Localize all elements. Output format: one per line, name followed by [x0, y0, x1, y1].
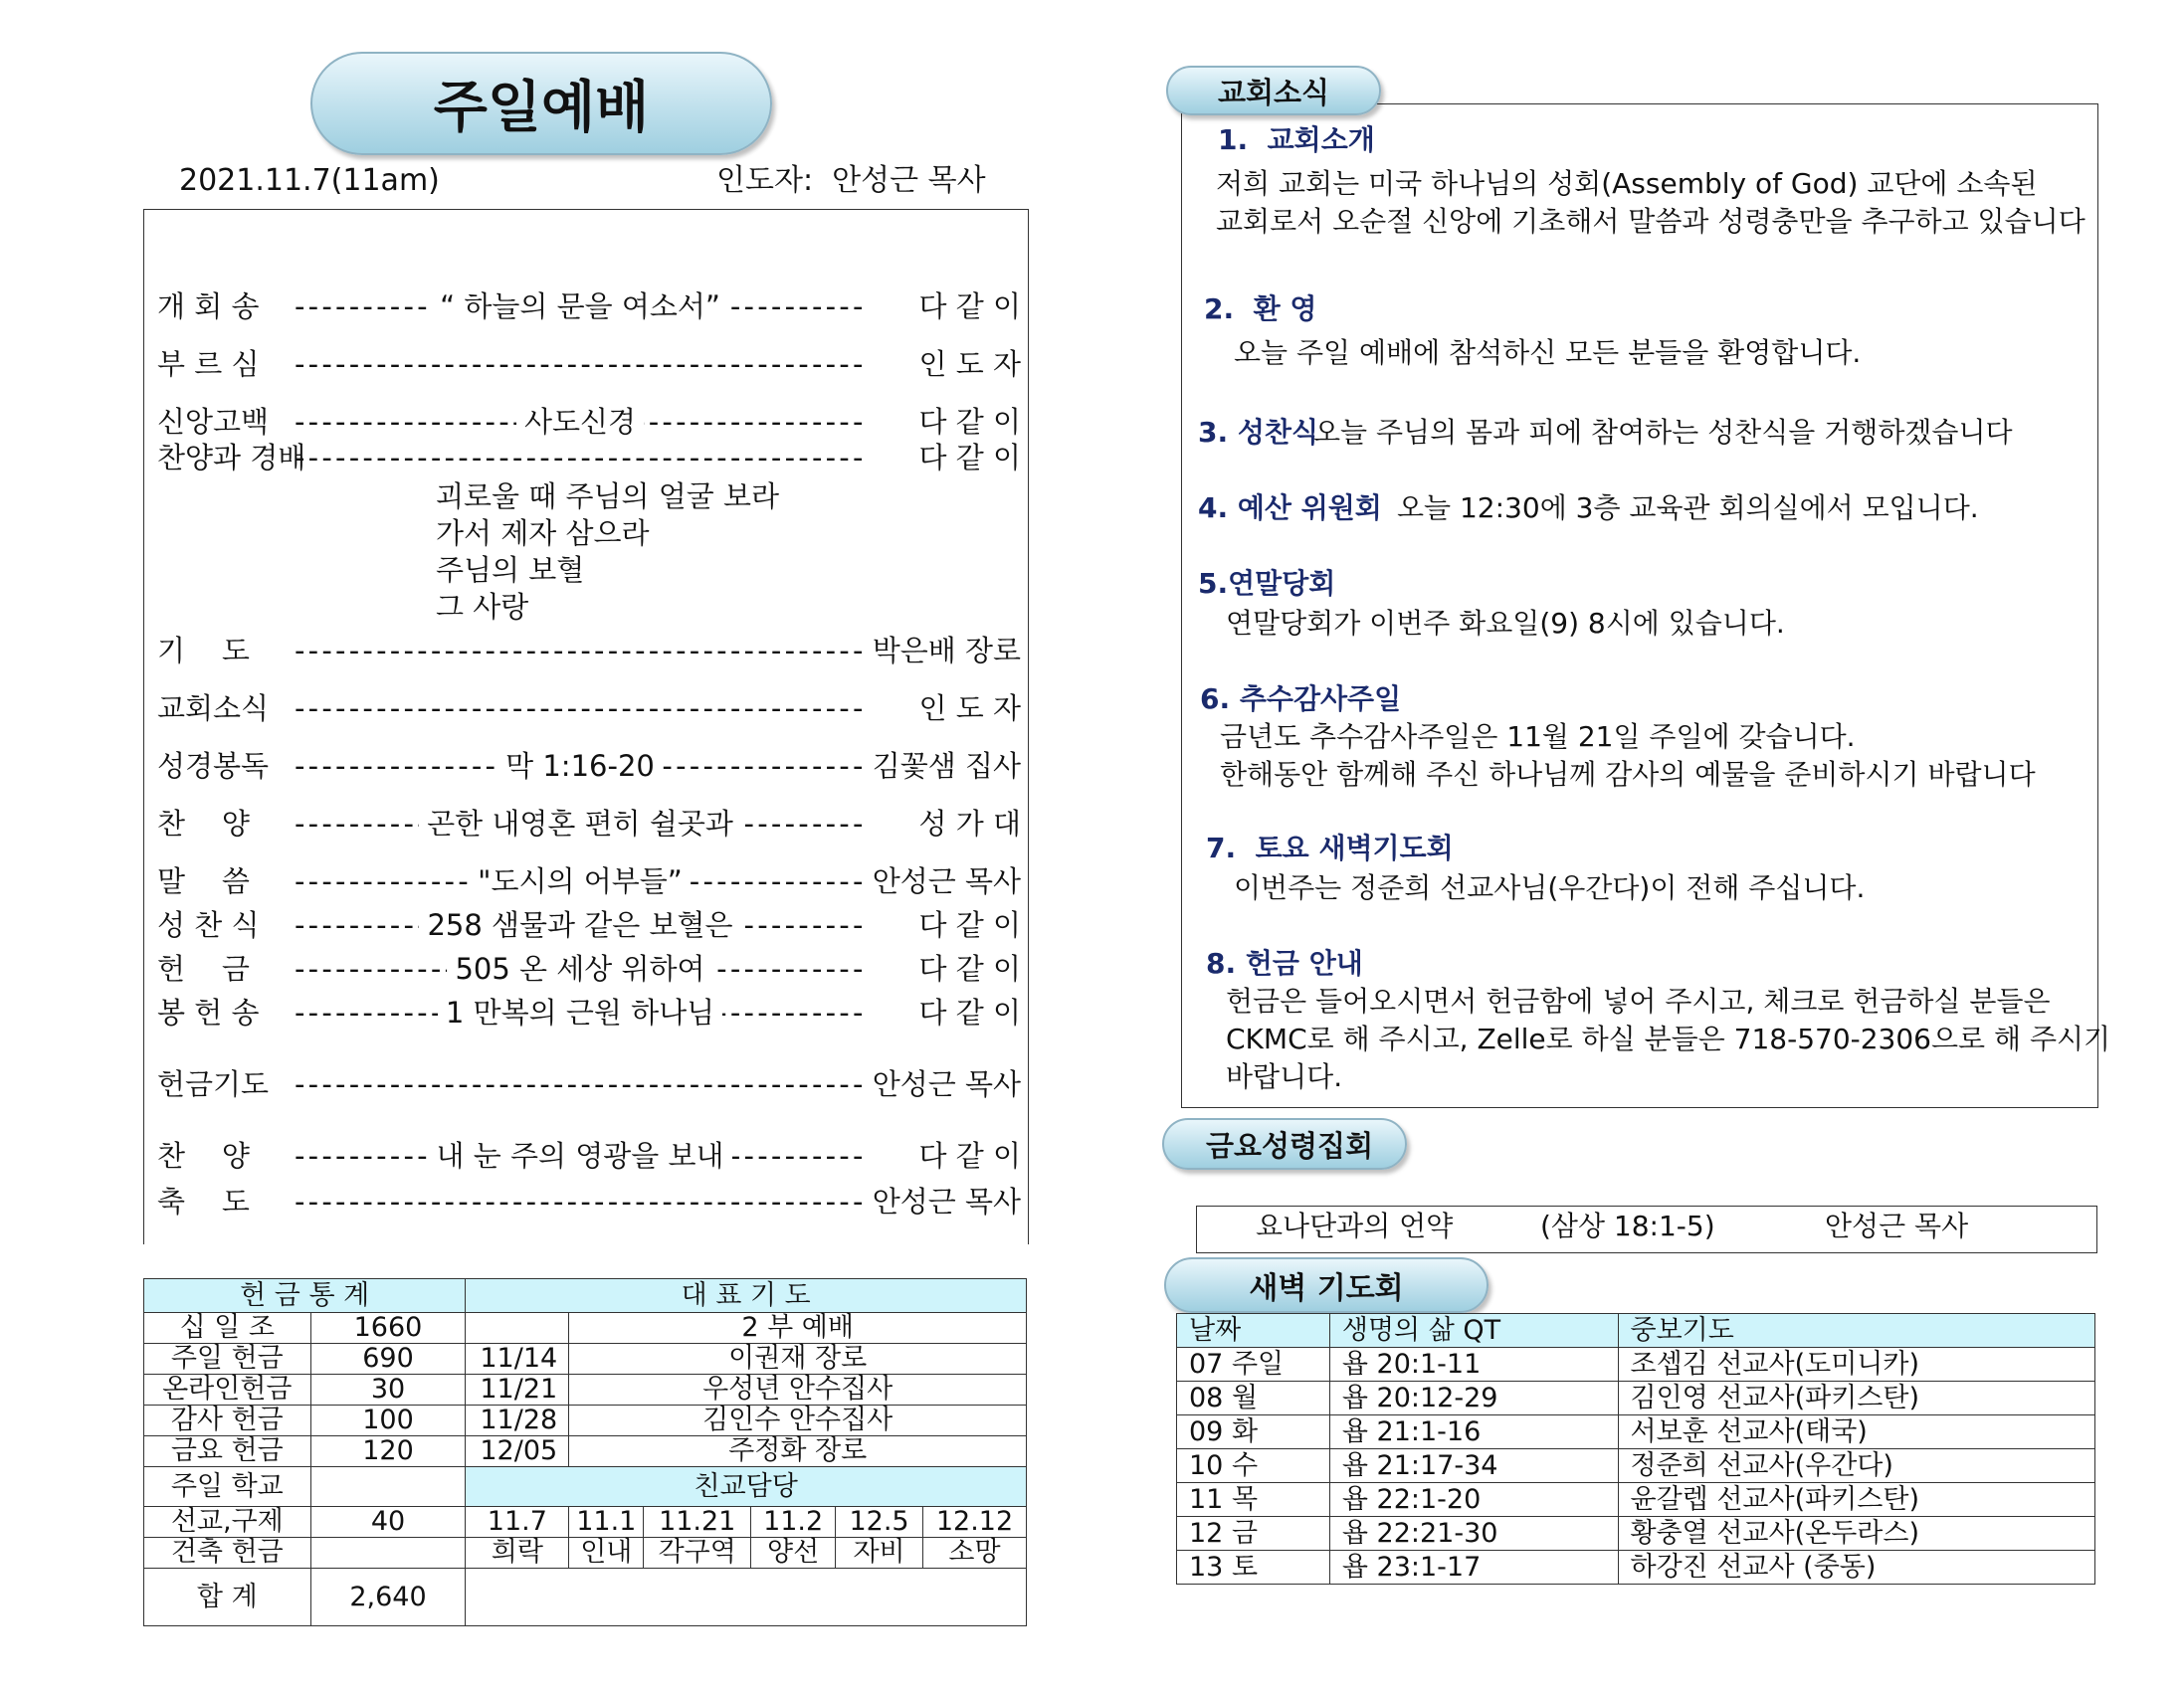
offering-prayer-table	[143, 1278, 1027, 1626]
dawn-qt: 욥 20:12-29	[1329, 1382, 1618, 1415]
offering-total-amount: 2,640	[310, 1569, 466, 1626]
order-item-detail-text: 곤한 내영혼 편히 쉴곳과	[419, 807, 741, 841]
news-line: 오늘 12:30에 3층 교육관 회의실에서 모입니다.	[1397, 491, 1979, 524]
news-title-banner	[1166, 66, 1381, 115]
service-leader: 인도자: 안성근 목사	[716, 163, 986, 198]
fellowship-name: 인내	[569, 1538, 644, 1569]
service-date: 2021.11.7(11am)	[179, 163, 440, 198]
offering-amount: 690	[310, 1344, 466, 1375]
order-item-leader	[295, 288, 866, 324]
order-item-person: 안성근 목사	[872, 1067, 1021, 1101]
order-item-person: 다 같 이	[918, 441, 1021, 474]
dawn-title: 새벽 기도회	[1249, 1271, 1404, 1306]
news-line: 바랍니다.	[1226, 1060, 1343, 1093]
order-item-detail-text: 505 온 세상 위하여	[447, 952, 712, 986]
dawn-header: 생명의 삶 QT	[1329, 1314, 1618, 1348]
fellowship-date: 11.21	[644, 1507, 751, 1538]
offering-label: 감사 헌금	[144, 1406, 311, 1436]
order-item-person: 인 도 자	[918, 347, 1021, 381]
dawn-day: 12 금	[1177, 1517, 1330, 1551]
prayer-name: 우성년 안수집사	[569, 1375, 1027, 1406]
prayer-header: 대 표 기 도	[466, 1279, 1027, 1313]
fellowship-name: 희락	[466, 1538, 569, 1569]
prayer-date: 11/14	[466, 1344, 569, 1375]
friday-speaker: 안성근 목사	[1825, 1210, 1969, 1242]
order-item-person: 김꽃샘 집사	[872, 749, 1021, 783]
dawn-intercession: 김인영 선교사(파키스탄)	[1618, 1382, 2094, 1415]
news-heading: 5.연말당회	[1198, 567, 1336, 600]
dawn-day: 13 토	[1177, 1551, 1330, 1585]
offering-amount: 100	[310, 1406, 466, 1436]
news-heading: 6. 추수감사주일	[1200, 682, 1402, 715]
order-item-name: 기 도	[157, 634, 250, 667]
fellowship-name: 자비	[836, 1538, 923, 1569]
service-title-banner	[310, 52, 772, 155]
order-item-leader	[295, 404, 866, 440]
praise-song: 괴로울 때 주님의 얼굴 보라	[436, 479, 780, 513]
news-heading: 3. 성찬식	[1198, 416, 1319, 449]
fellowship-name: 양선	[751, 1538, 836, 1569]
order-item-leader	[295, 633, 866, 668]
news-heading: 4. 예산 위원회	[1198, 491, 1382, 524]
news-line: 이번주는 정준희 선교사님(우간다)이 전해 주십니다.	[1234, 871, 1866, 904]
order-item-person: 안성근 목사	[872, 1185, 1021, 1219]
offering-amount: 120	[310, 1436, 466, 1467]
order-item-leader	[295, 1138, 866, 1174]
order-item-detail-text: 258 샘물과 같은 보혈은	[419, 908, 740, 942]
dawn-title-banner	[1164, 1257, 1489, 1313]
dawn-qt: 욥 20:1-11	[1329, 1348, 1618, 1382]
fellowship-name: 소망	[923, 1538, 1027, 1569]
dawn-prayer-table	[1176, 1313, 2095, 1585]
order-item-name: 성 찬 식	[157, 908, 260, 942]
order-item-name: 교회소식	[157, 691, 270, 725]
service-title: 주일예배	[433, 76, 650, 140]
order-item-leader	[295, 1184, 866, 1220]
offering-label: 금요 헌금	[144, 1436, 311, 1467]
order-item-person: 박은배 장로	[872, 634, 1021, 667]
order-item-detail-text: 사도신경	[516, 405, 644, 439]
offering-label: 십 일 조	[144, 1313, 311, 1344]
order-item-leader	[295, 863, 866, 899]
dawn-header: 중보기도	[1618, 1314, 2094, 1348]
prayer-service: 2 부 예배	[569, 1313, 1027, 1344]
news-line: 금년도 추수감사주일은 11월 21일 주일에 갖습니다.	[1220, 720, 1856, 753]
order-item-name: 말 씀	[157, 864, 250, 898]
order-item-name: 봉 헌 송	[157, 996, 260, 1030]
order-item-person: 성 가 대	[918, 807, 1021, 841]
fellowship-header: 친교담당	[466, 1467, 1027, 1507]
news-heading: 7. 토요 새벽기도회	[1206, 832, 1454, 864]
news-heading: 8. 헌금 안내	[1206, 947, 1363, 980]
fellowship-date: 11.7	[466, 1507, 569, 1538]
offering-label: 선교,구제	[144, 1507, 311, 1538]
order-item-leader	[295, 1066, 866, 1102]
order-item-detail-text: “ 하늘의 문을 여소서”	[432, 289, 728, 323]
prayer-date: 11/21	[466, 1375, 569, 1406]
dawn-intercession: 서보훈 선교사(태국)	[1618, 1415, 2094, 1449]
order-item-name: 헌금기도	[157, 1067, 270, 1101]
order-item-person: 다 같 이	[918, 996, 1021, 1030]
dawn-qt: 욥 21:17-34	[1329, 1449, 1618, 1483]
offering-amount	[310, 1467, 466, 1507]
friday-topic: 요나단과의 언약	[1256, 1210, 1454, 1242]
prayer-name: 김인수 안수집사	[569, 1406, 1027, 1436]
prayer-name: 이권재 장로	[569, 1344, 1027, 1375]
order-item-leader	[295, 346, 866, 382]
news-title: 교회소식	[1218, 75, 1330, 109]
news-line: 한해동안 함께해 주신 하나님께 감사의 예물을 준비하시기 바랍니다	[1220, 758, 2036, 791]
offering-total-label: 합 계	[144, 1569, 311, 1626]
order-item-name: 찬양과 경배	[157, 441, 306, 474]
order-item-name: 헌 금	[157, 952, 250, 986]
news-heading: 2. 환 영	[1204, 292, 1317, 325]
dawn-day: 08 월	[1177, 1382, 1330, 1415]
order-item-detail-text: "도시의 어부들”	[470, 864, 691, 898]
prayer-name: 주정화 장로	[569, 1436, 1027, 1467]
order-item-detail-text: 내 눈 주의 영광을 보내	[429, 1139, 732, 1173]
order-item-name: 부 르 심	[157, 347, 260, 381]
dawn-intercession: 하강진 선교사 (중동)	[1618, 1551, 2094, 1585]
prayer-date: 12/05	[466, 1436, 569, 1467]
fellowship-date: 11.1	[569, 1507, 644, 1538]
dawn-day: 11 목	[1177, 1483, 1330, 1517]
offering-amount	[310, 1538, 466, 1569]
offering-amount: 30	[310, 1375, 466, 1406]
order-item-leader	[295, 806, 866, 842]
dawn-qt: 욥 22:1-20	[1329, 1483, 1618, 1517]
order-item-name: 신앙고백	[157, 405, 270, 439]
dawn-intercession: 황충열 선교사(온두라스)	[1618, 1517, 2094, 1551]
offering-label: 주일 헌금	[144, 1344, 311, 1375]
offering-stats-header: 헌 금 통 계	[144, 1279, 466, 1313]
order-item-person: 다 같 이	[918, 289, 1021, 323]
friday-title: 금요성령집회	[1206, 1128, 1374, 1163]
order-item-name: 성경봉독	[157, 749, 270, 783]
order-item-leader	[295, 748, 866, 784]
order-item-name: 찬 양	[157, 1139, 250, 1173]
dawn-header: 날짜	[1177, 1314, 1330, 1348]
offering-label: 온라인헌금	[144, 1375, 311, 1406]
prayer-date: 11/28	[466, 1406, 569, 1436]
order-item-leader	[295, 951, 866, 987]
order-item-person: 다 같 이	[918, 908, 1021, 942]
offering-amount: 40	[310, 1507, 466, 1538]
dawn-intercession: 윤갈렙 선교사(파키스탄)	[1618, 1483, 2094, 1517]
offering-label: 주일 학교	[144, 1467, 311, 1507]
dawn-intercession: 정준희 선교사(우간다)	[1618, 1449, 2094, 1483]
dawn-day: 09 화	[1177, 1415, 1330, 1449]
order-item-name: 축 도	[157, 1185, 250, 1219]
dawn-qt: 욥 22:21-30	[1329, 1517, 1618, 1551]
order-item-leader	[295, 907, 866, 943]
dawn-intercession: 조셉김 선교사(도미니카)	[1618, 1348, 2094, 1382]
fellowship-date: 12.12	[923, 1507, 1027, 1538]
news-line: 헌금은 들어오시면서 헌금함에 넣어 주시고, 체크로 헌금하실 분들은	[1226, 985, 2051, 1018]
dawn-day: 10 수	[1177, 1449, 1330, 1483]
praise-song: 그 사랑	[436, 590, 529, 624]
order-item-leader	[295, 440, 866, 475]
order-item-person: 다 같 이	[918, 952, 1021, 986]
news-line: 오늘 주일 예배에 참석하신 모든 분들을 환영합니다.	[1234, 336, 1862, 369]
order-item-leader	[295, 690, 866, 726]
news-line: 오늘 주님의 몸과 피에 참여하는 성찬식을 거행하겠습니다	[1313, 416, 2013, 449]
fellowship-date: 12.5	[836, 1507, 923, 1538]
fellowship-name: 각구역	[644, 1538, 751, 1569]
news-line: 저희 교회는 미국 하나님의 성회(Assembly of God) 교단에 소속된	[1216, 167, 2038, 200]
order-item-name: 찬 양	[157, 807, 250, 841]
offering-amount: 1660	[310, 1313, 466, 1344]
news-line: CKMC로 해 주시고, Zelle로 하실 분들은 718-570-2306으로 해 주시기	[1226, 1023, 2111, 1055]
news-line: 교회로서 오순절 신앙에 기초해서 말씀과 성령충만을 추구하고 있습니다	[1216, 205, 2085, 238]
order-item-leader	[295, 995, 866, 1031]
fellowship-date: 11.2	[751, 1507, 836, 1538]
order-item-detail-text: 막 1:16-20	[497, 749, 663, 783]
order-item-person: 인 도 자	[918, 691, 1021, 725]
news-heading: 1. 교회소개	[1218, 123, 1375, 156]
order-item-person: 다 같 이	[918, 1139, 1021, 1173]
news-line: 연말당회가 이번주 화요일(9) 8시에 있습니다.	[1226, 607, 1785, 640]
praise-song: 주님의 보혈	[436, 553, 585, 587]
dawn-day: 07 주일	[1177, 1348, 1330, 1382]
dawn-qt: 욥 21:1-16	[1329, 1415, 1618, 1449]
order-item-detail-text: 1 만복의 근원 하나님	[438, 996, 722, 1030]
praise-song: 가서 제자 삼으라	[436, 516, 650, 550]
order-item-name: 개 회 송	[157, 289, 260, 323]
friday-scripture: (삼상 18:1-5)	[1540, 1210, 1715, 1242]
order-item-person: 안성근 목사	[872, 864, 1021, 898]
offering-label: 건축 헌금	[144, 1538, 311, 1569]
friday-title-banner	[1162, 1118, 1407, 1170]
order-item-person: 다 같 이	[918, 405, 1021, 439]
dawn-qt: 욥 23:1-17	[1329, 1551, 1618, 1585]
